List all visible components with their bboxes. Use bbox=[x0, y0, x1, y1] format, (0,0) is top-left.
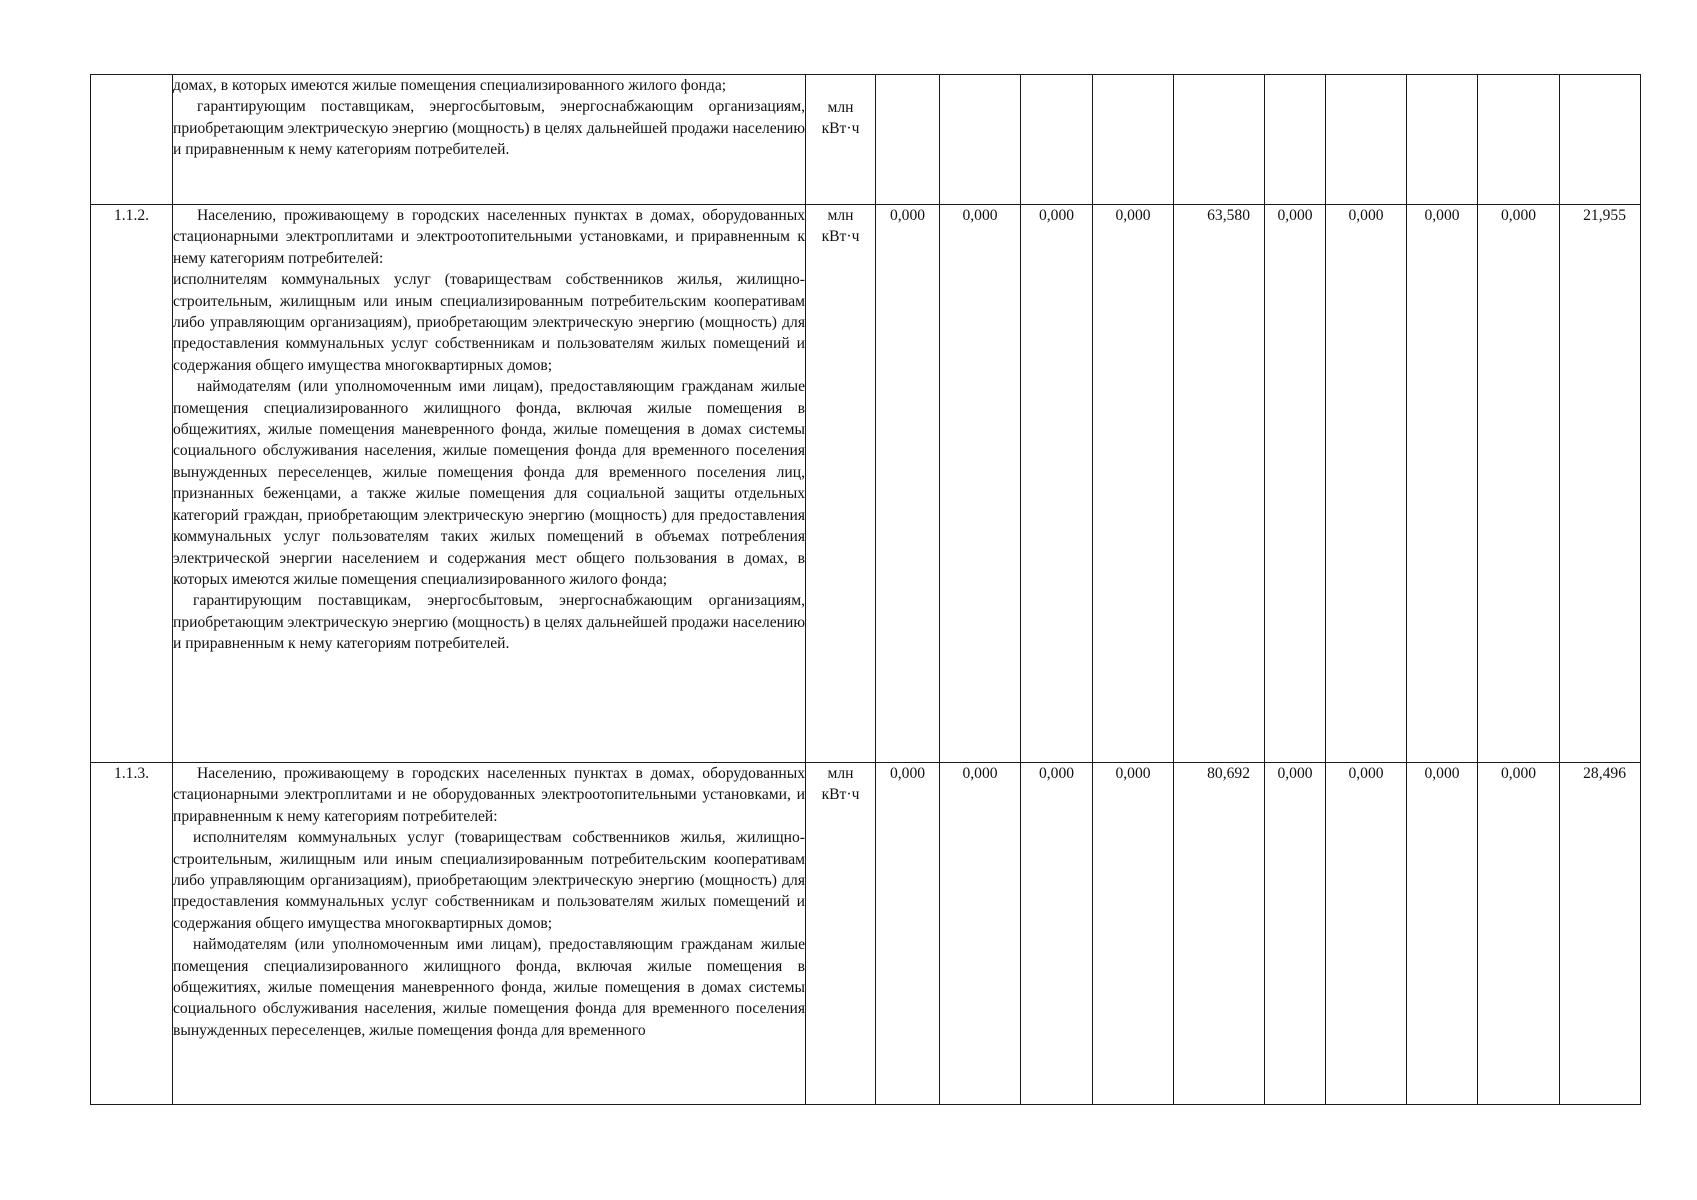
value-cell: 80,692 bbox=[1174, 763, 1265, 1105]
row-description bbox=[173, 763, 806, 1105]
description-paragraph: наймодателям (или уполномоченным ими лицам), предоставляющим гражданам жилые помещения специализированного жилищного фонда, включая жилые помещения в общежитиях, жилые помещения маневренного фонда, жилые помещения в домах системы социального обслуживания населения, жилые помещения фонда для временного поселения вынужденных переселенцев, жилые помещения фонда для временного поселения лиц, признанных беженцами, а также жилые помещения для социальной защиты отдельных категорий граждан, приобретающим электрическую энергию (мощность) для предоставления коммунальных услуг пользователям таких жилых помещений в объемах потребления электрической энергии населением и содержания мест общего пользования в домах, в которых имеются жилые помещения специализированного жилого фонда; bbox=[173, 378, 805, 588]
value-cell bbox=[1265, 75, 1326, 205]
description-paragraph: гарантирующим поставщикам, энергосбытовым, энергоснабжающим организациям, приобретающим электрическую энергию (мощность) в целях дальнейшей продажи населению и приравненным к нему категориям потребителей. bbox=[173, 592, 805, 653]
value-cell bbox=[876, 75, 940, 205]
value-cell bbox=[1407, 75, 1478, 205]
value-cell bbox=[1174, 75, 1265, 205]
value-cell: 0,000 bbox=[1407, 205, 1478, 763]
value-cell: 0,000 bbox=[1021, 205, 1093, 763]
value-cell: 0,000 bbox=[940, 763, 1021, 1105]
row-number: 1.1.2. bbox=[91, 205, 173, 763]
unit-cell bbox=[806, 205, 876, 763]
row-description bbox=[173, 205, 806, 763]
row-number bbox=[91, 75, 173, 205]
value-cell: 0,000 bbox=[1478, 205, 1560, 763]
unit-line: млн bbox=[827, 207, 854, 224]
unit-line: кВт·ч bbox=[821, 786, 860, 804]
description-paragraph: домах, в которых имеются жилые помещения специализированного жилого фонда; bbox=[173, 77, 727, 94]
unit-cell bbox=[806, 763, 876, 1105]
value-cell: 0,000 bbox=[1021, 763, 1093, 1105]
row-description bbox=[173, 75, 806, 205]
table-row-continuation bbox=[91, 75, 1641, 205]
unit-cell bbox=[806, 75, 876, 205]
value-cell: 0,000 bbox=[876, 205, 940, 763]
description-paragraph: исполнителям коммунальных услуг (товариществам собственников жилья, жилищно-строительным, жилищным или иным специализированным потребительским кооперативам либо управляющим организациям), приобретающим электрическую энергию (мощность) для предоставления коммунальных услуг собственникам и пользователям жилых помещений и содержания общего имущества многоквартирных домов; bbox=[173, 271, 805, 374]
description-paragraph: исполнителям коммунальных услуг (товариществам собственников жилья, жилищно-строительным, жилищным или иным специализированным потребительским кооперативам либо управляющим организациям), приобретающим электрическую энергию (мощность) для предоставления коммунальных услуг собственникам и пользователям жилых помещений и содержания общего имущества многоквартирных домов; bbox=[173, 829, 805, 932]
value-cell: 63,580 bbox=[1174, 205, 1265, 763]
value-cell: 0,000 bbox=[876, 763, 940, 1105]
value-cell bbox=[940, 75, 1021, 205]
value-cell: 0,000 bbox=[1326, 205, 1407, 763]
value-cell: 0,000 bbox=[940, 205, 1021, 763]
value-cell bbox=[1478, 75, 1560, 205]
value-cell: 0,000 bbox=[1265, 763, 1326, 1105]
unit-line: кВт·ч bbox=[821, 228, 860, 246]
description-paragraph: Населению, проживающему в городских населенных пунктах в домах, оборудованных стационарными электроплитами и электроотопительными установками, и приравненным к нему категориям потребителей: bbox=[173, 207, 805, 267]
description-paragraph: Населению, проживающему в городских населенных пунктах в домах, оборудованных стационарными электроплитами и не оборудованных электроотопительными установками, и приравненным к нему категориям потребителей: bbox=[173, 765, 805, 825]
table-row-1-1-2 bbox=[91, 205, 1641, 763]
value-cell: 0,000 bbox=[1265, 205, 1326, 763]
value-cell bbox=[1326, 75, 1407, 205]
unit-line: млн bbox=[827, 765, 854, 782]
unit-line: кВт·ч bbox=[821, 120, 860, 138]
value-cell bbox=[1021, 75, 1093, 205]
value-cell bbox=[1560, 75, 1641, 205]
table-row-1-1-3 bbox=[91, 763, 1641, 1105]
value-cell bbox=[1093, 75, 1174, 205]
unit-line: млн bbox=[827, 99, 854, 116]
row-number: 1.1.3. bbox=[91, 763, 173, 1105]
value-cell: 0,000 bbox=[1093, 763, 1174, 1105]
value-cell: 0,000 bbox=[1326, 763, 1407, 1105]
value-cell: 28,496 bbox=[1560, 763, 1641, 1105]
description-paragraph: наймодателям (или уполномоченным ими лицам), предоставляющим гражданам жилые помещения специализированного жилищного фонда, включая жилые помещения в общежитиях, жилые помещения маневренного фонда, жилые помещения в домах системы социального обслуживания населения, жилые помещения фонда для временного поселения вынужденных переселенцев, жилые помещения фонда для временного bbox=[173, 936, 805, 1039]
value-cell: 0,000 bbox=[1093, 205, 1174, 763]
description-paragraph: гарантирующим поставщикам, энергосбытовым, энергоснабжающим организациям, приобретающим электрическую энергию (мощность) в целях дальнейшей продажи населению и приравненным к нему категориям потребителей. bbox=[173, 98, 805, 159]
value-cell: 21,955 bbox=[1560, 205, 1641, 763]
tariff-table bbox=[90, 74, 1641, 1105]
value-cell: 0,000 bbox=[1407, 763, 1478, 1105]
value-cell: 0,000 bbox=[1478, 763, 1560, 1105]
